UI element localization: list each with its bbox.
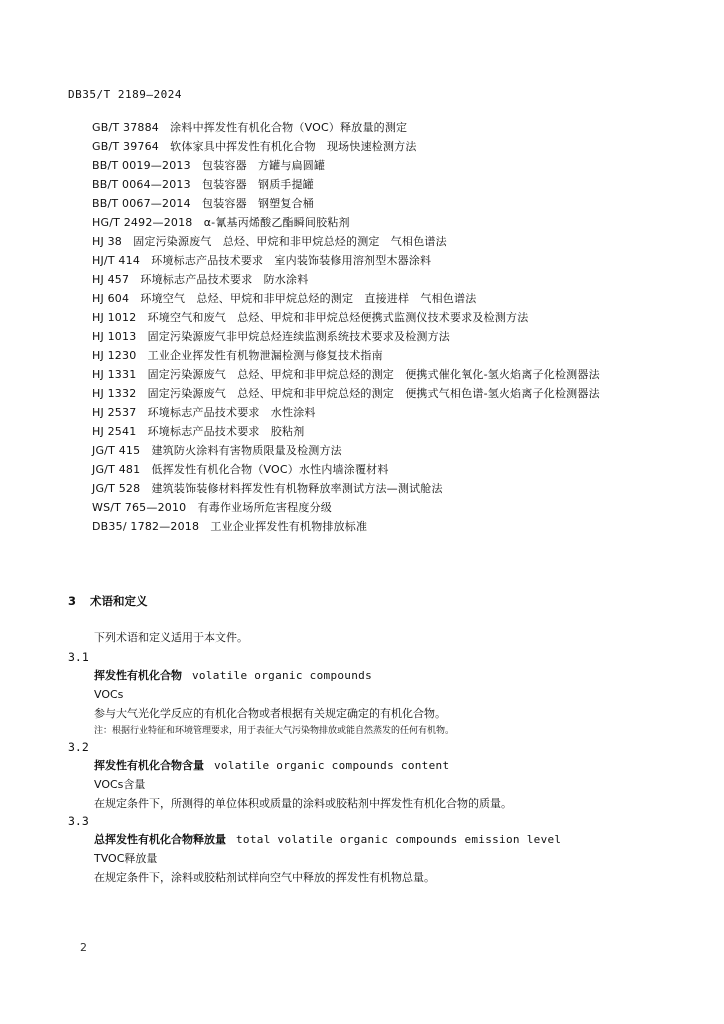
term-note: 注：根据行业特征和环境管理要求，用于表征大气污染物排放或能自然蒸发的任何有机物。 <box>94 726 455 736</box>
term-definition: 在规定条件下，所测得的单位体积或质量的涂料或胶粘剂中挥发性有机化合物的质量。 <box>94 797 512 810</box>
section-title: 术语和定义 <box>90 594 148 608</box>
reference-item: HJ 1331 固定污染源废气 总烃、甲烷和非甲烷总烃的测定 便携式催化氧化-氢火焰离子化检测器法 <box>92 368 600 381</box>
reference-item: HJ 2541 环境标志产品技术要求 胶粘剂 <box>92 425 305 438</box>
reference-item: HG/T 2492—2018 α-氰基丙烯酸乙酯瞬间胶粘剂 <box>92 216 350 229</box>
section-intro: 下列术语和定义适用于本文件。 <box>94 631 248 644</box>
term-entry <box>68 813 668 887</box>
reference-item: HJ 457 环境标志产品技术要求 防水涂料 <box>92 273 309 286</box>
section-number: 3 <box>68 594 77 608</box>
term-english: volatile organic compounds content <box>214 759 450 772</box>
term-entry <box>68 739 668 813</box>
reference-item: JG/T 481 低挥发性有机化合物（VOC）水性内墙涂覆材料 <box>92 463 389 476</box>
term-title-line <box>68 666 668 685</box>
reference-item: HJ 2537 环境标志产品技术要求 水性涂料 <box>92 406 316 419</box>
term-chinese: 挥发性有机化合物 <box>94 669 182 682</box>
reference-item: GB/T 39764 软体家具中挥发性有机化合物 现场快速检测方法 <box>92 140 417 153</box>
term-number: 3.2 <box>68 740 89 754</box>
term-chinese: 挥发性有机化合物含量 <box>94 759 204 772</box>
reference-item: JG/T 528 建筑装饰装修材料挥发性有机物释放率测试方法—测试舱法 <box>92 482 443 495</box>
reference-item: BB/T 0064—2013 包装容器 钢质手提罐 <box>92 178 315 191</box>
term-english: total volatile organic compounds emission level <box>236 833 562 846</box>
document-code: DB35/T 2189—2024 <box>68 88 182 101</box>
term-chinese: 总挥发性有机化合物释放量 <box>94 833 226 846</box>
reference-item: HJ 604 环境空气 总烃、甲烷和非甲烷总烃的测定 直接进样 气相色谱法 <box>92 292 477 305</box>
reference-item: JG/T 415 建筑防火涂料有害物质限量及检测方法 <box>92 444 342 457</box>
reference-item: GB/T 37884 涂料中挥发性有机化合物（VOC）释放量的测定 <box>92 121 408 134</box>
term-abbreviation: TVOC释放量 <box>94 852 158 865</box>
term-number: 3.1 <box>68 650 89 664</box>
reference-item: WS/T 765—2010 有毒作业场所危害程度分级 <box>92 501 332 514</box>
term-english: volatile organic compounds <box>192 669 372 682</box>
reference-item: HJ 1012 环境空气和废气 总烃、甲烷和非甲烷总烃便携式监测仪技术要求及检测方法 <box>92 311 529 324</box>
section-heading <box>68 593 148 609</box>
reference-item: HJ 1332 固定污染源废气 总烃、甲烷和非甲烷总烃的测定 便携式气相色谱-氢火焰离子化检测器法 <box>92 387 600 400</box>
term-definition: 参与大气光化学反应的有机化合物或者根据有关规定确定的有机化合物。 <box>94 707 446 720</box>
reference-item: BB/T 0067—2014 包装容器 钢塑复合桶 <box>92 197 315 210</box>
reference-item: HJ 1013 固定污染源废气非甲烷总烃连续监测系统技术要求及检测方法 <box>92 330 451 343</box>
page-number: 2 <box>80 941 87 954</box>
terms-and-definitions <box>68 628 668 887</box>
term-title-line <box>68 830 668 849</box>
term-entry <box>68 649 668 739</box>
term-abbreviation: VOCs <box>94 688 124 701</box>
reference-item: HJ 38 固定污染源废气 总烃、甲烷和非甲烷总烃的测定 气相色谱法 <box>92 235 447 248</box>
reference-item: DB35/ 1782—2018 工业企业挥发性有机物排放标准 <box>92 520 368 533</box>
reference-item: HJ/T 414 环境标志产品技术要求 室内装饰装修用溶剂型木器涂料 <box>92 254 432 267</box>
term-number: 3.3 <box>68 814 89 828</box>
reference-item: BB/T 0019—2013 包装容器 方罐与扁圆罐 <box>92 159 326 172</box>
term-definition: 在规定条件下，涂料或胶粘剂试样向空气中释放的挥发性有机物总量。 <box>94 871 435 884</box>
term-title-line <box>68 756 668 775</box>
reference-item: HJ 1230 工业企业挥发性有机物泄漏检测与修复技术指南 <box>92 349 383 362</box>
normative-references-list <box>68 118 658 536</box>
term-abbreviation: VOCs含量 <box>94 778 146 791</box>
